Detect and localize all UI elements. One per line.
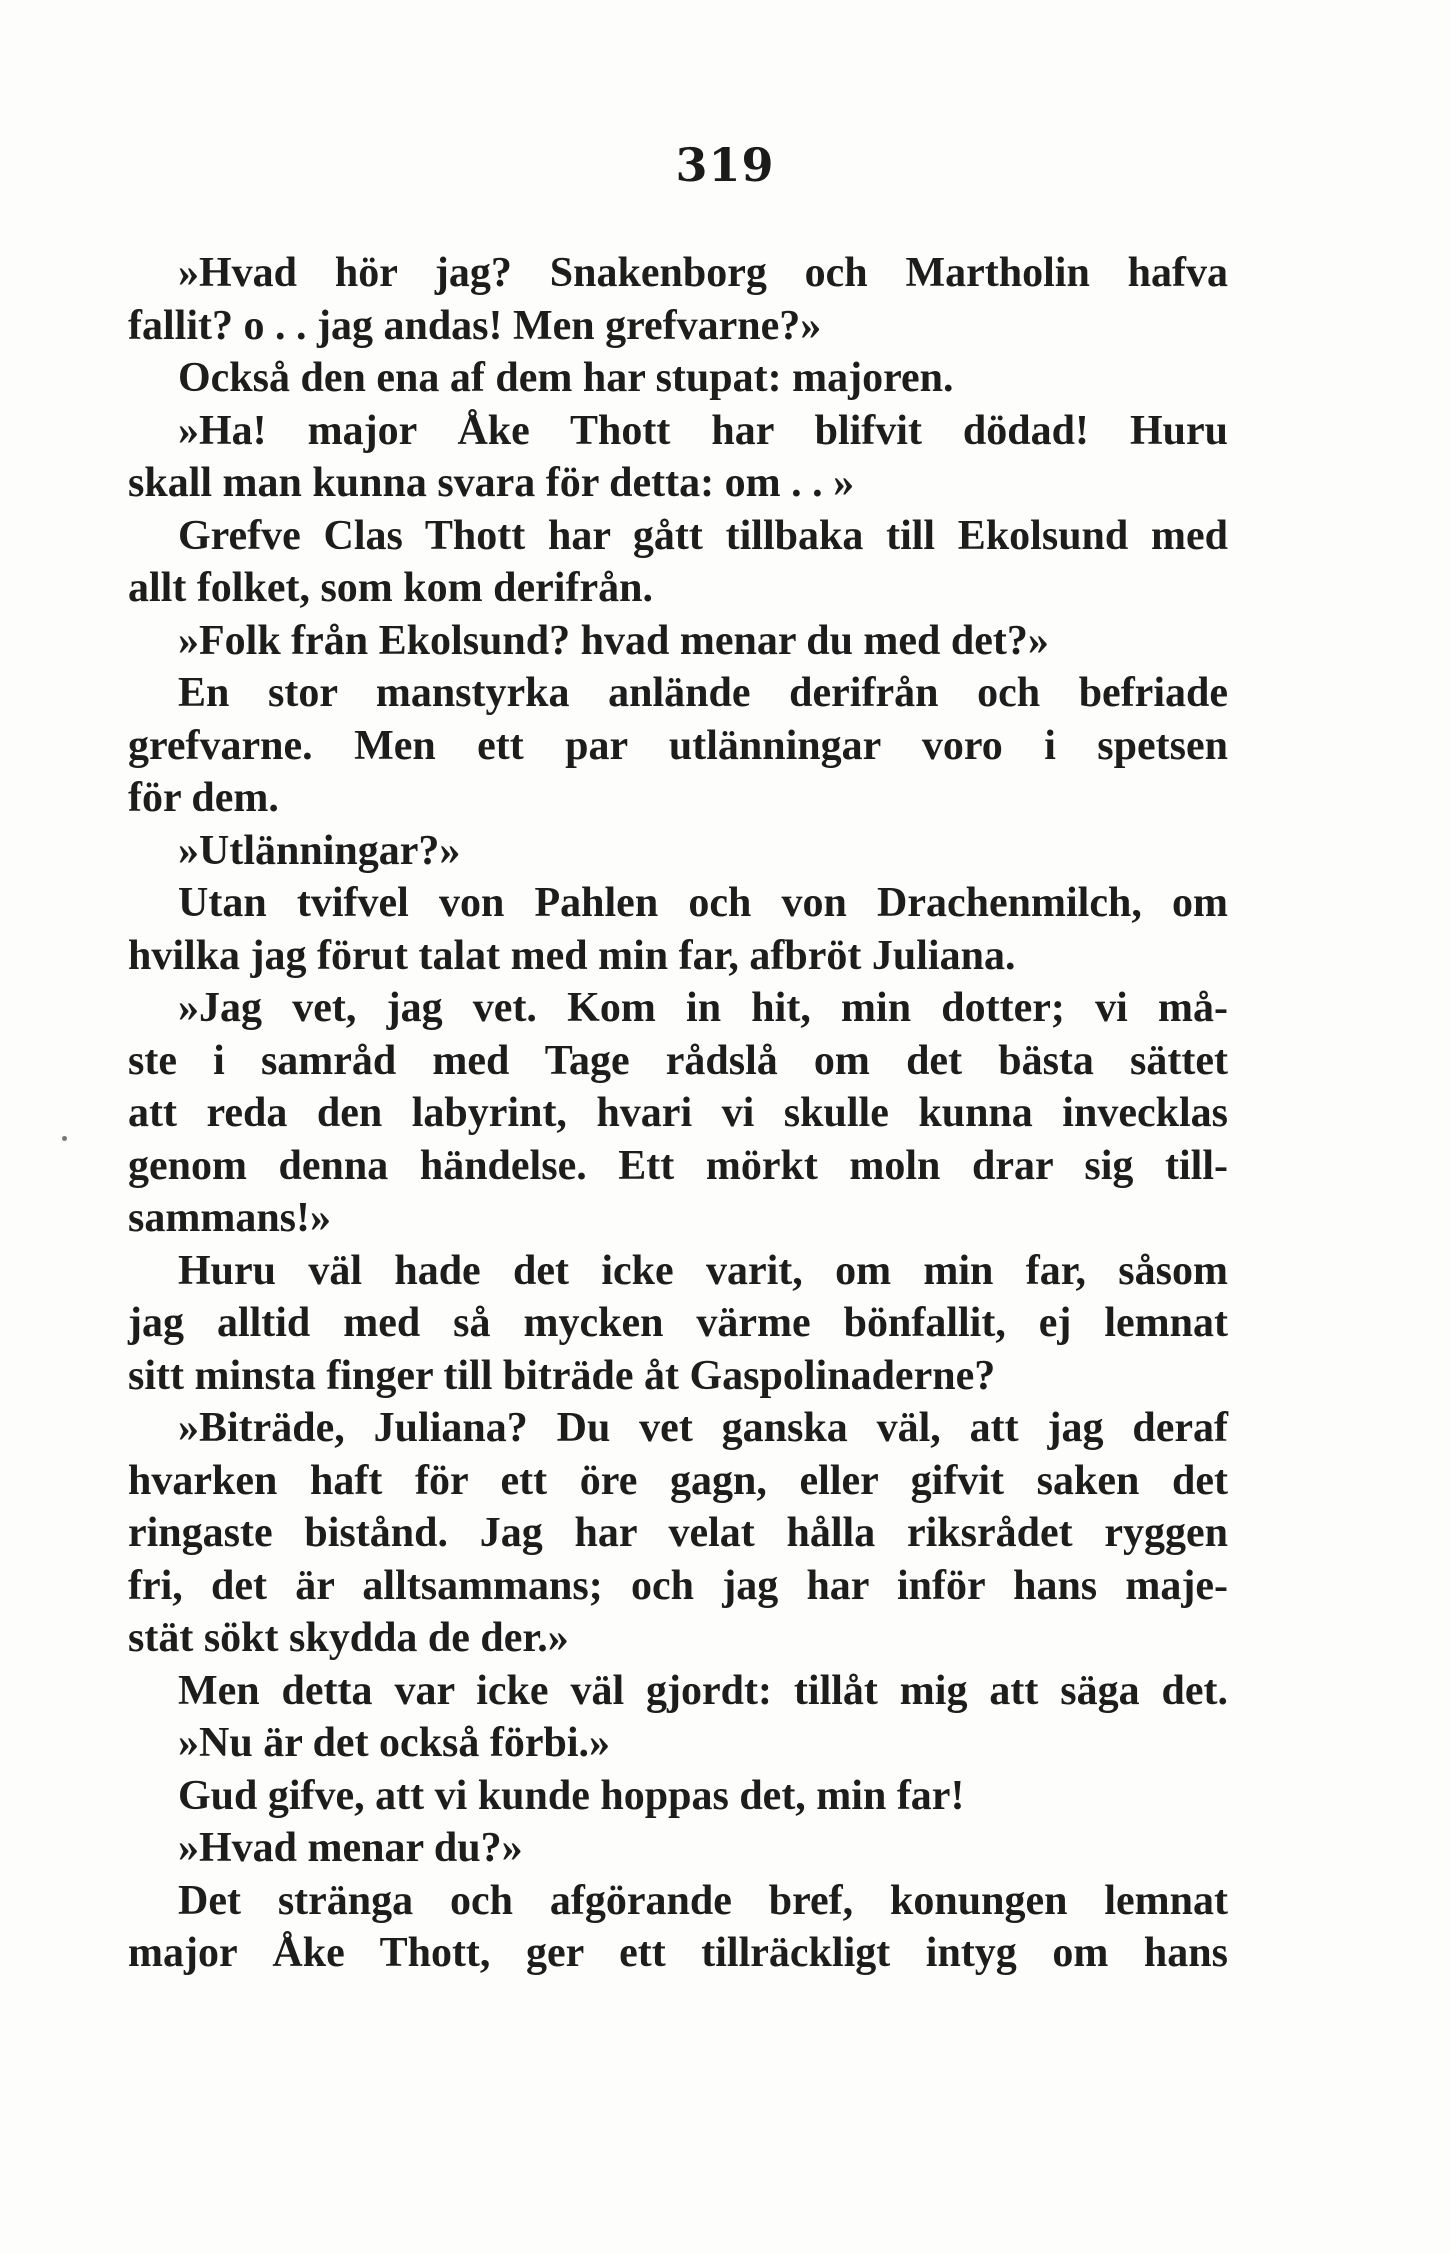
text-line: allt folket, som kom derifrån. (128, 565, 653, 611)
text-line: sitt minsta finger till biträde åt Gaspolinaderne? (128, 1352, 996, 1399)
text-line: Men detta var icke väl gjordt: tillåt mig att säga det. (178, 1667, 1228, 1714)
text-line: genom denna händelse. Ett mörkt moln drar sig till- (128, 1142, 1228, 1189)
text-line: sammans!» (128, 1195, 332, 1241)
text-line: Grefve Clas Thott har gått tillbaka till Ekolsund med (178, 512, 1228, 559)
text-line: »Hvad menar du?» (178, 1825, 523, 1871)
text-line: jag alltid med så mycken värme bönfallit, ej lemnat (128, 1300, 1228, 1346)
text-line: »Hvad hör jag? Snakenborg och Martholin hafva (178, 250, 1228, 296)
text-line: Också den ena af dem har stupat: majoren. (178, 355, 954, 401)
text-line: Gud gifve, att vi kunde hoppas det, min far! (178, 1772, 965, 1819)
text-line: Huru väl hade det icke varit, om min far, såsom (178, 1247, 1228, 1294)
text-line: Utan tvifvel von Pahlen och von Drachenmilch, om (178, 880, 1228, 926)
text-line: för dem. (128, 775, 279, 821)
text-line: skall man kunna svara för detta: om . . » (128, 460, 855, 506)
text-line: En stor manstyrka anlände derifrån och befriade (178, 670, 1228, 716)
text-line: »Folk från Ekolsund? hvad menar du med det?» (178, 617, 1049, 664)
text-line: grefvarne. Men ett par utlänningar voro i spetsen (128, 722, 1228, 769)
text-line: fallit? o . . jag andas! Men grefvarne?» (128, 302, 822, 349)
text-line: att reda den labyrint, hvari vi skulle kunna invecklas (128, 1090, 1228, 1136)
text-line: »Jag vet, jag vet. Kom in hit, min dotter; vi må- (178, 985, 1228, 1031)
text-line: hvarken haft för ett öre gagn, eller gifvit saken det (128, 1457, 1228, 1504)
text-line: »Nu är det också förbi.» (178, 1720, 611, 1766)
text-line: ste i samråd med Tage rådslå om det bästa sättet (128, 1037, 1228, 1084)
text-line: fri, det är alltsammans; och jag har inför hans maje- (128, 1562, 1228, 1609)
text-line: »Utlänningar?» (178, 827, 461, 874)
text-line: ringaste bistånd. Jag har velat hålla riksrådet ryggen (128, 1510, 1228, 1556)
page-number: 319 (675, 138, 775, 192)
text-line: stät sökt skydda de der.» (128, 1615, 569, 1661)
text-line: Det stränga och afgörande bref, konungen lemnat (178, 1877, 1228, 1924)
text-line: »Biträde, Juliana? Du vet ganska väl, att jag deraf (178, 1405, 1228, 1451)
text-line: »Ha! major Åke Thott har blifvit dödad! Huru (178, 407, 1228, 454)
text-line: hvilka jag förut talat med min far, afbröt Juliana. (128, 932, 1016, 979)
text-line: major Åke Thott, ger ett tillräckligt intyg om hans (128, 1930, 1228, 1976)
